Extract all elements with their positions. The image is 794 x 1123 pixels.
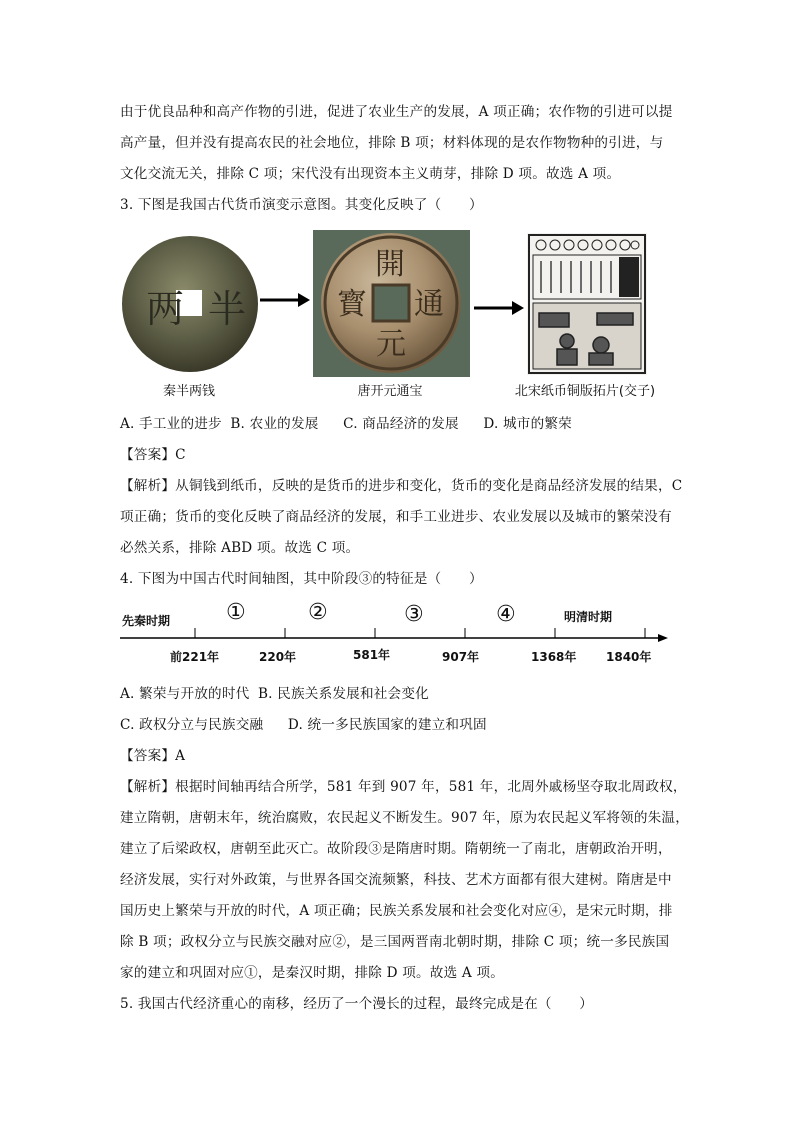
year-label: 1840年 xyxy=(606,650,652,664)
stage-4: ④ xyxy=(496,602,516,627)
stage-1: ① xyxy=(226,600,246,625)
text-line: 建立了后梁政权，唐朝至此灭亡。故阶段③是隋唐时期。隋朝统一了南北，唐朝政治开明， xyxy=(120,841,672,857)
text-line: 国历史上繁荣与开放的时代，A 项正确；民族关系发展和社会变化对应④，是宋元时期，排 xyxy=(120,903,673,919)
caption-tang-coin: 唐开元通宝 xyxy=(357,384,423,399)
coin2-char-left: 寳 xyxy=(337,287,367,322)
year-label: 220年 xyxy=(259,650,297,664)
coin2-char-right: 通 xyxy=(414,287,444,322)
text-line: 家的建立和巩固对应①，是秦汉时期，排除 D 项。故选 A 项。 xyxy=(120,965,505,981)
question-4-stem: 4. 下图为中国古代时间轴图，其中阶段③的特征是（ ） xyxy=(120,571,483,587)
coin2-char-bottom: 元 xyxy=(376,327,406,362)
option-c[interactable]: C. 商品经济的发展 xyxy=(343,416,459,432)
coin1-char-left: 两 xyxy=(146,287,185,331)
caption-jiaozi: 北宋纸币铜版拓片(交子) xyxy=(514,384,656,399)
currency-evolution-figure xyxy=(120,228,670,400)
year-label: 前221年 xyxy=(170,650,220,664)
timeline-label-pre-qin: 先秦时期 xyxy=(122,614,171,628)
stage-2: ② xyxy=(308,600,328,625)
timeline-label-ming-qing: 明清时期 xyxy=(564,610,613,624)
question-3-answer: 【答案】C xyxy=(120,447,186,463)
text-line: 【解析】根据时间轴再结合所学，581 年到 907 年，581 年，北周外戚杨坚夺取北周政权， xyxy=(120,779,687,795)
year-label: 907年 xyxy=(442,650,480,664)
text-line: 经济发展，实行对外政策，与世界各国交流频繁，科技、艺术方面都有很大建树。隋唐是中 xyxy=(120,872,672,888)
option-b[interactable]: B. 民族关系发展和社会变化 xyxy=(257,686,429,702)
coin1-char-right: 半 xyxy=(208,287,247,331)
text-line: 项正确；货币的变化反映了商品经济的发展，和手工业进步、农业发展以及城市的繁荣没有 xyxy=(120,509,672,525)
question-5-stem: 5. 我国古代经济重心的南移，经历了一个漫长的过程，最终完成是在（ ） xyxy=(120,996,594,1012)
option-c[interactable]: C. 政权分立与民族交融 xyxy=(120,717,264,733)
tang-kaiyuan-coin-image xyxy=(313,230,470,377)
stage-3: ③ xyxy=(404,602,424,627)
text-line: 高产量，但并没有提高农民的社会地位，排除 B 项；材料体现的是农作物物种的引进，与 xyxy=(120,135,664,151)
question-4-options-row1 xyxy=(120,684,429,704)
year-label: 1368年 xyxy=(531,650,577,664)
arrow-right-icon xyxy=(258,290,312,310)
option-d[interactable]: D. 城市的繁荣 xyxy=(483,416,572,432)
option-a[interactable]: A. 手工业的进步 xyxy=(120,416,222,432)
qin-banliang-coin-image xyxy=(120,230,260,372)
option-a[interactable]: A. 繁荣与开放的时代 xyxy=(120,686,250,702)
jiaozi-paper-money-image xyxy=(527,233,647,375)
coin2-char-top: 開 xyxy=(375,247,405,282)
text-line: 除 B 项；政权分立与民族交融对应②，是三国两晋南北朝时期，排除 C 项；统一多民族国 xyxy=(120,934,670,950)
text-line: 建立隋朝，唐朝末年，统治腐败，农民起义不断发生。907 年，原为农民起义军将领的朱温， xyxy=(120,810,690,826)
option-d[interactable]: D. 统一多民族国家的建立和巩固 xyxy=(287,717,487,733)
option-b[interactable]: B. 农业的发展 xyxy=(230,416,319,432)
text-line: 由于优良品种和高产作物的引进，促进了农业生产的发展，A 项正确；农作物的引进可以提 xyxy=(120,104,673,120)
text-line: 必然关系，排除 ABD 项。故选 C 项。 xyxy=(120,540,360,556)
question-3-stem: 3. 下图是我国古代货币演变示意图。其变化反映了（ ） xyxy=(120,197,483,213)
arrow-right-icon xyxy=(472,298,526,318)
timeline-figure xyxy=(120,598,680,670)
question-3-options xyxy=(120,414,572,434)
text-line: 【解析】从铜钱到纸币，反映的是货币的进步和变化，货币的变化是商品经济发展的结果，C xyxy=(120,478,683,494)
question-4-answer: 【答案】A xyxy=(120,748,186,764)
question-4-options-row2 xyxy=(120,715,487,735)
text-line: 文化交流无关，排除 C 项；宋代没有出现资本主义萌芽，排除 D 项。故选 A 项。 xyxy=(120,166,621,182)
caption-qin-coin: 秦半两钱 xyxy=(162,384,215,399)
year-label: 581年 xyxy=(353,648,391,662)
